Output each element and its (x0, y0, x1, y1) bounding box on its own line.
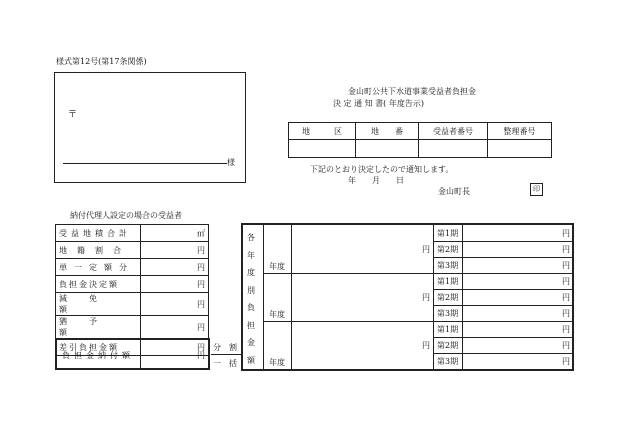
payment-amount-box (55, 338, 210, 370)
yen-3: 円 (422, 341, 430, 350)
period-unit-1-1: 円 (562, 229, 570, 238)
method-lump: 一 括 (213, 359, 237, 368)
yearly-table (241, 223, 574, 371)
left-row-5 (56, 316, 209, 339)
issuer-name: 金山町長 (438, 187, 470, 196)
left-unit-2: 円 (141, 259, 209, 276)
period-unit-2-3: 円 (562, 309, 570, 318)
year-label-1: 年度 (269, 262, 285, 271)
left-unit-1: 円 (141, 242, 209, 259)
period-2-1: 第1期 (437, 277, 459, 286)
period-3-3: 第3期 (437, 357, 459, 366)
proxy-label: 納付代理人設定の場合の受益者 (70, 211, 182, 220)
name-suffix: 様 (227, 158, 235, 167)
period-unit-2-1: 円 (562, 277, 570, 286)
left-label-4: 減免額 (56, 293, 141, 316)
period-2-2: 第2期 (437, 293, 459, 302)
land-cell-district (289, 140, 356, 158)
postal-mark: 〒 (68, 110, 78, 120)
left-label-1: 地籍割合 (56, 242, 141, 259)
period-3-1: 第1期 (437, 325, 459, 334)
yen-2: 円 (422, 293, 430, 302)
year-label-2: 年度 (269, 310, 285, 319)
period-unit-2-2: 円 (562, 293, 570, 302)
land-header-district: 地 区 (289, 123, 356, 140)
left-unit-6: 円 (141, 339, 209, 356)
left-label-2: 単一定額分 (56, 259, 141, 276)
period-unit-1-2: 円 (562, 245, 570, 254)
left-unit-4: 円 (141, 293, 209, 316)
payment-label: 負担金納付額 (62, 351, 134, 360)
left-label-5: 猶予額 (56, 316, 141, 339)
period-unit-3-1: 円 (562, 325, 570, 334)
year-label-3: 年度 (269, 358, 285, 367)
period-unit-1-3: 円 (562, 261, 570, 270)
left-row-3 (56, 276, 209, 293)
name-line (63, 163, 227, 164)
land-header-ref-no: 整理番号 (488, 123, 552, 140)
left-unit-5: 円 (141, 316, 209, 339)
land-table (288, 122, 552, 158)
seal-mark: 印 (530, 183, 543, 196)
left-row-0 (56, 225, 209, 242)
left-label-6: 差引負担金額 (56, 339, 141, 356)
left-unit-0: ㎡ (141, 225, 209, 242)
period-1-3: 第3期 (437, 261, 459, 270)
left-row-4 (56, 293, 209, 316)
land-table-header (289, 123, 552, 140)
notice-text: 下記のとおり決定したので通知します。 (310, 165, 454, 174)
land-cell-lot (356, 140, 419, 158)
left-row-2 (56, 259, 209, 276)
period-1-1: 第1期 (437, 229, 459, 238)
land-header-lot: 地 番 (356, 123, 419, 140)
land-cell-ref-no (488, 140, 552, 158)
land-table-row (289, 140, 552, 158)
period-3-2: 第2期 (437, 341, 459, 350)
yearly-vertical-label: 各 年 度 別 負 担 金 額 (247, 233, 255, 365)
payment-unit: 円 (197, 351, 205, 360)
left-row-1 (56, 242, 209, 259)
land-cell-beneficiary-no (419, 140, 488, 158)
period-2-3: 第3期 (437, 309, 459, 318)
period-unit-3-2: 円 (562, 341, 570, 350)
left-unit-3: 円 (141, 276, 209, 293)
yen-1: 円 (422, 245, 430, 254)
left-label-0: 受益地積合計 (56, 225, 141, 242)
left-amount-table (55, 224, 209, 356)
period-unit-3-3: 円 (562, 357, 570, 366)
notice-date: 年 月 日 (348, 176, 404, 185)
period-1-2: 第2期 (437, 245, 459, 254)
document-title-line1: 金山町公共下水道事業受益者負担金 (348, 87, 476, 96)
document-title-line2: 決 定 通 知 書( 年度告示) (333, 99, 424, 108)
address-box (54, 72, 246, 183)
left-label-3: 負担金決定額 (56, 276, 141, 293)
form-number: 様式第12号(第17条関係) (56, 57, 147, 66)
method-split: 分 割 (213, 343, 237, 352)
land-header-beneficiary-no: 受益者番号 (419, 123, 488, 140)
